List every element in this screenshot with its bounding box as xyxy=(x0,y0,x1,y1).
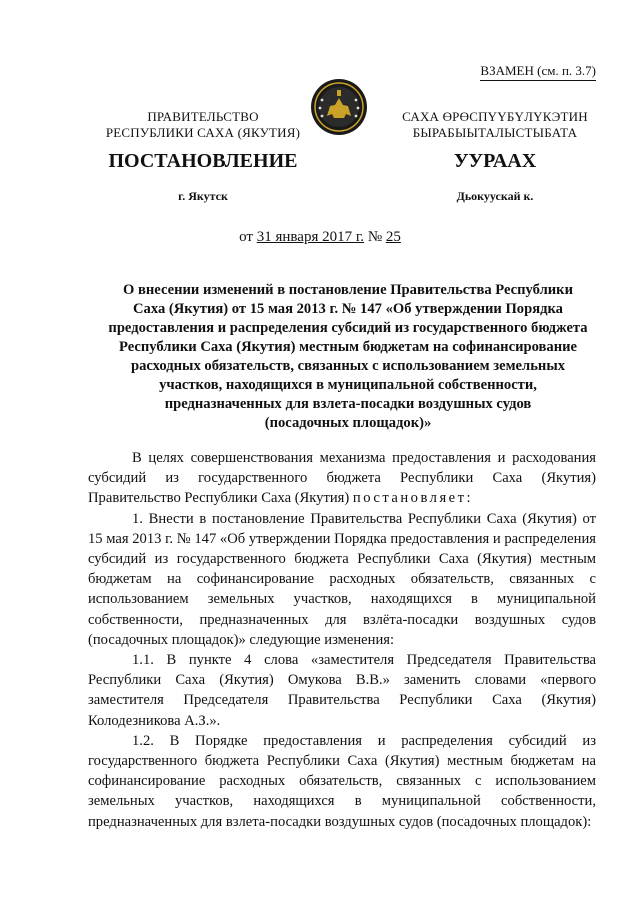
title-line: расходных обязательств, связанных с использованием земельных xyxy=(130,358,566,374)
doc-type-russian: ПОСТАНОВЛЕНИЕ xyxy=(108,150,298,172)
org-line: РЕСПУБЛИКИ САХА (ЯКУТИЯ) xyxy=(105,125,301,140)
city-sakha: Дьокуускай к. xyxy=(456,189,534,203)
government-name-russian xyxy=(88,109,318,141)
doc-type-sakha: УУРААХ xyxy=(453,150,537,172)
preamble-paragraph xyxy=(88,448,596,509)
date-prefix: от xyxy=(239,229,253,245)
government-name-sakha xyxy=(380,109,610,141)
document-number: 25 xyxy=(385,229,401,245)
paragraph-1-1: 1.1. В пункте 4 слова «заместителя Председателя Правительства Республики Саха (Якутия) Омукова В.В.» заменить словами «первого заместителя Председателя Правительства Республики Саха (Якутия) Колодезникова А.З.». xyxy=(88,652,596,729)
paragraph-1-2: 1.2. В Порядке предоставления и распределения субсидий из государственного бюджета Республики Саха (Якутия) местным бюджетам на софинансирование расходных обязательств, связанных с использованием земельных участков, находящихся в муниципальной собственности, предназначенных для взлета-посадки воздушных судов (посадочных площадок): xyxy=(88,732,596,830)
coat-of-arms-icon xyxy=(310,78,368,136)
document-body xyxy=(88,448,596,832)
paragraph-1: 1. Внести в постановление Правительства Республики Саха (Якутия) от 15 мая 2013 г. № 147 «Об утверждении Порядка предоставления и распределения субсидий из государственного бюджета Республики Саха (Якутия) местным бюджетам на софинансирование расходных обязательств, связанных с использованием земельных участков, находящихся в муниципальной собственности, предназначенных для взлёта-посадки воздушных судов (посадочных площадок)» следующие изменения: xyxy=(88,510,596,648)
title-line: предоставления и распределения субсидий из государственного бюджета xyxy=(108,320,588,336)
title-line: (посадочных площадок)» xyxy=(264,415,432,431)
title-line: участков, находящихся в муниципальной собственности, xyxy=(159,377,537,393)
document-title xyxy=(88,281,608,433)
org-line: БЫРАБЫЫТАЛЫСТЫБАТА xyxy=(412,125,578,140)
org-line: ПРАВИТЕЛЬСТВО xyxy=(147,109,259,124)
document-date-line xyxy=(0,229,640,246)
org-line: САХА ӨРӨСПҮҮБҮЛҮКЭТИН xyxy=(402,109,588,124)
city-russian: г. Якутск xyxy=(178,189,228,203)
replacement-stamp: ВЗАМЕН (см. п. 3.7) xyxy=(480,63,596,81)
title-line: О внесении изменений в постановление Правительства Республики xyxy=(123,282,573,298)
title-line: Республики Саха (Якутия) местным бюджетам на софинансирование xyxy=(118,339,577,355)
resolves-word: постановляет: xyxy=(352,490,474,507)
title-line: Саха (Якутия) от 15 мая 2013 г. № 147 «Об утверждении Порядка xyxy=(133,301,563,317)
number-prefix: № xyxy=(367,229,383,245)
title-line: предназначенных для взлета-посадки воздушных судов xyxy=(164,396,532,412)
document-date: 31 января 2017 г. xyxy=(256,229,365,245)
preamble-text: В целях совершенствования механизма предоставления и расходования субсидий из государственного бюджета Республики Саха (Якутия) Правительство Республики Саха (Якутия) xyxy=(88,450,596,507)
